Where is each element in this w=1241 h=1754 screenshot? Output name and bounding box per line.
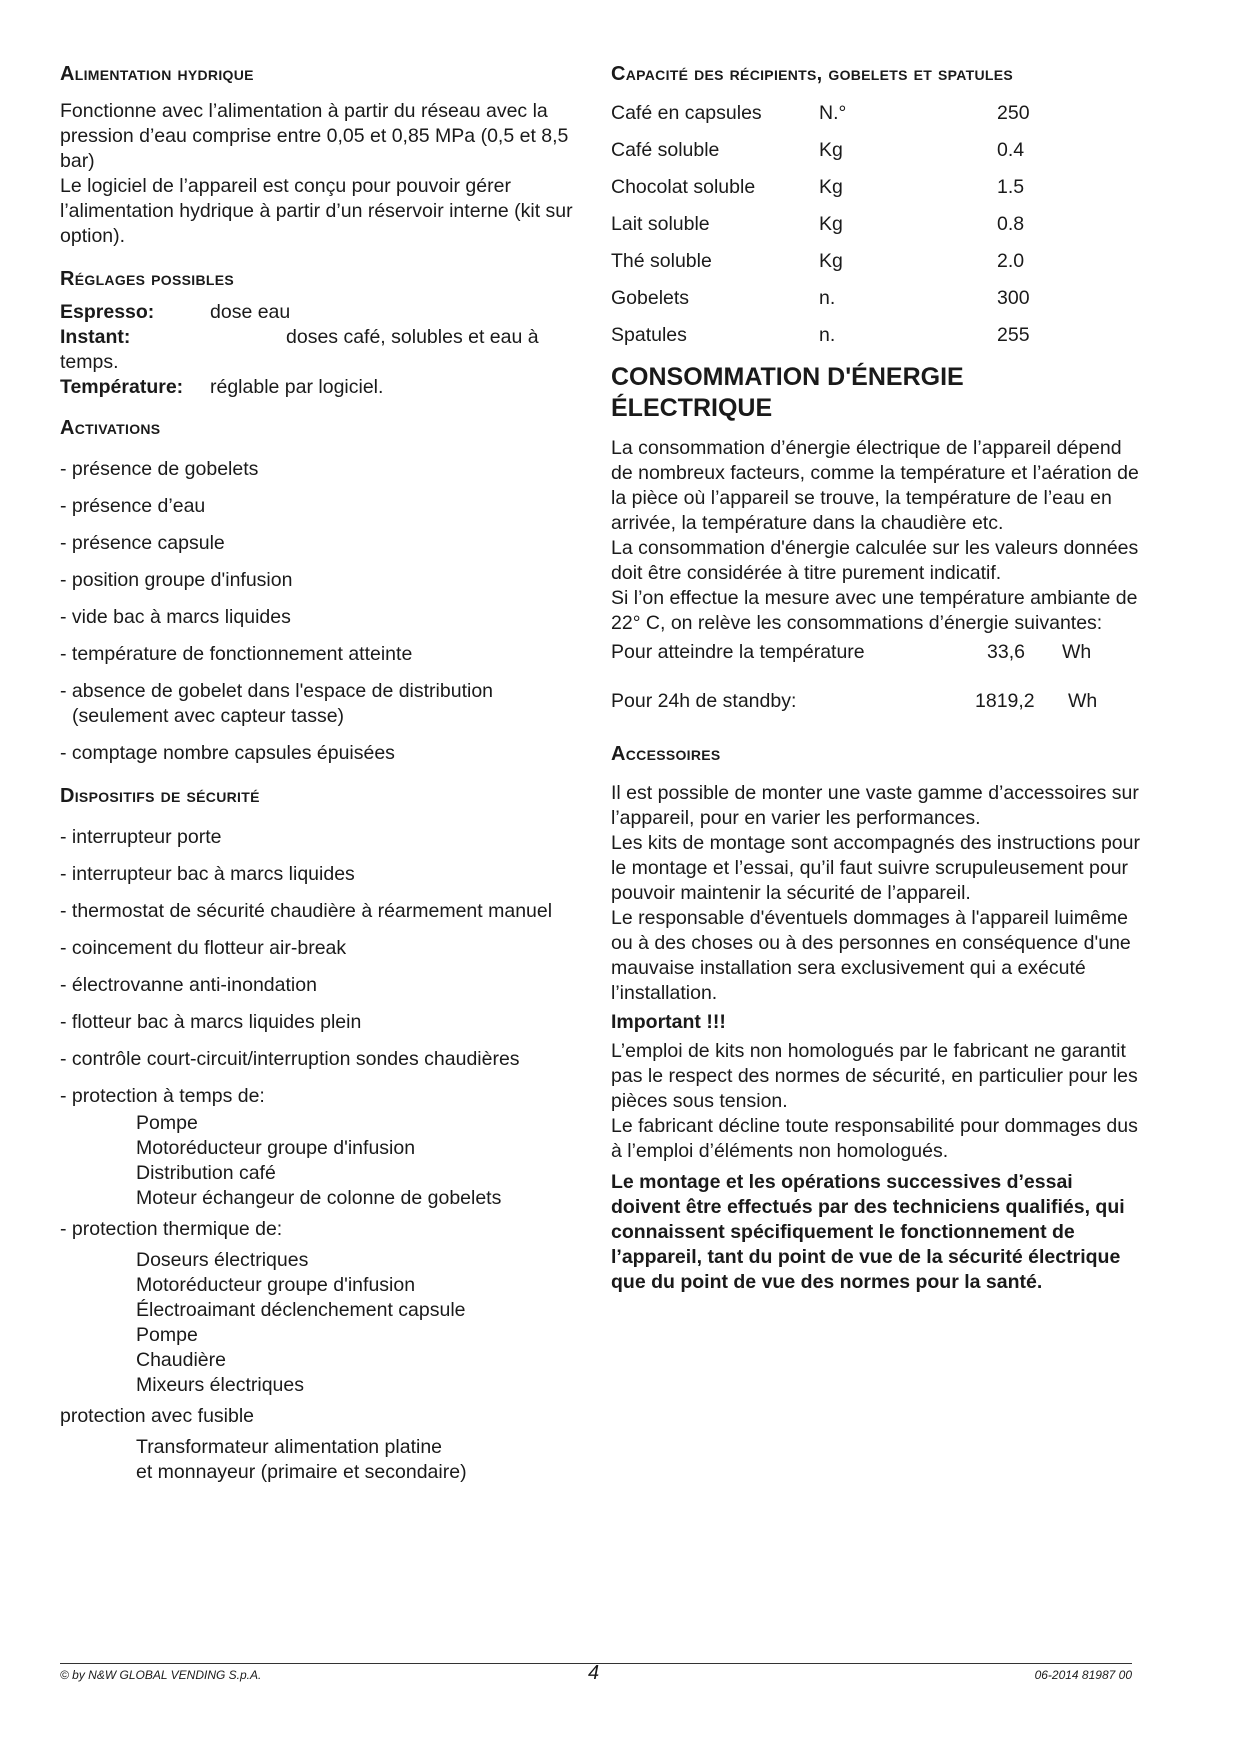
table-cell: Thé soluble: [611, 250, 712, 272]
energie-row-temperature: [611, 640, 1141, 665]
reglages-heading: Réglages possibles: [60, 268, 234, 290]
list-item: Chaudière: [136, 1349, 226, 1371]
list-item: - température de fonctionnement atteinte: [60, 643, 413, 665]
list-item: - présence capsule: [60, 532, 225, 554]
table-cell: Café soluble: [611, 139, 720, 161]
reglage-temperature-value: réglable par logiciel.: [210, 376, 384, 398]
list-item: Doseurs électriques: [136, 1249, 309, 1271]
table-cell: 300: [997, 287, 1030, 309]
energie-row-unit: Wh: [1068, 690, 1098, 712]
table-cell: 1.5: [997, 176, 1025, 198]
alimentation-heading: Alimentation hydrique: [60, 63, 254, 85]
list-item: Distribution café: [136, 1162, 276, 1184]
list-item: Électroaimant déclenchement capsule: [136, 1299, 466, 1321]
alimentation-text-2: Le logiciel de l’appareil est conçu pour pouvoir gérer l’alimentation hydrique à partir d’un réservoir interne (kit sur option).: [60, 175, 573, 247]
energie-row-value: 1819,2: [975, 690, 1035, 712]
accessoires-paragraph-3: Le responsable d'éventuels dommages à l'appareil luimême ou à des choses ou à des personnes en conséquence d'une mauvaise installation sera exclusivement qui a exécuté l’installation.: [611, 907, 1131, 1004]
table-cell: 2.0: [997, 250, 1025, 272]
accessoires-paragraph-1: Il est possible de monter une vaste gamme d’accessoires sur l’appareil, pour en varier les performances.: [611, 782, 1139, 829]
reglage-instant-cont: temps.: [60, 351, 119, 373]
table-cell: Kg: [819, 176, 843, 198]
right-column: [611, 62, 1141, 1295]
securite-list: [60, 825, 580, 1109]
list-item: - contrôle court-circuit/interruption sondes chaudières: [60, 1048, 520, 1070]
securite-heading: Dispositifs de sécurité: [60, 785, 260, 807]
list-item: - interrupteur porte: [60, 826, 222, 848]
list-item: - présence de gobelets: [60, 458, 259, 480]
protection-temps-list: [60, 1111, 580, 1211]
table-cell: Spatules: [611, 324, 687, 346]
table-cell: N.°: [819, 102, 847, 124]
list-item: - coincement du flotteur air-break: [60, 937, 347, 959]
list-item: Pompe: [136, 1112, 198, 1134]
table-cell: Chocolat soluble: [611, 176, 756, 198]
list-item: Mixeurs électriques: [136, 1374, 304, 1396]
table-row: [611, 280, 1030, 317]
list-item: Motoréducteur groupe d'infusion: [136, 1137, 416, 1159]
energie-paragraph-2: La consommation d'énergie calculée sur les valeurs données doit être considérée à titre purement indicatif.: [611, 537, 1139, 584]
list-item: - présence d’eau: [60, 495, 206, 517]
table-row: [611, 169, 1030, 206]
energie-heading-line-2: ÉLECTRIQUE: [611, 394, 773, 422]
reglage-temperature: [60, 375, 580, 400]
energie-paragraph-1: La consommation d’énergie électrique de l’appareil dépend de nombreux facteurs, comme la température et l’aération de la pièce où l’appareil se trouve, la température de l’eau en arrivée, la température dans la chaudière etc.: [611, 437, 1139, 534]
protection-thermique-label: - protection thermique de:: [60, 1218, 283, 1240]
protection-fusible-label: protection avec fusible: [60, 1405, 255, 1427]
list-item: - thermostat de sécurité chaudière à réarmement manuel: [60, 900, 553, 922]
list-item: Transformateur alimentation platine: [136, 1436, 443, 1458]
left-column: [60, 62, 580, 1491]
table-row: [611, 243, 1030, 280]
reglage-espresso-value: dose eau: [210, 301, 291, 323]
reglage-instant: [60, 325, 580, 350]
footer-copyright: © by N&W GLOBAL VENDING S.p.A.: [60, 1668, 262, 1682]
energie-row-label: Pour atteindre la température: [611, 641, 865, 663]
list-item: Pompe: [136, 1324, 198, 1346]
energie-paragraph-3: Si l’on effectue la mesure avec une température ambiante de 22° C, on relève les consommations d’énergie suivantes:: [611, 587, 1138, 634]
accessoires-heading: Accessoires: [611, 743, 721, 765]
table-cell: Lait soluble: [611, 213, 710, 235]
activations-list: [60, 457, 580, 766]
table-cell: 255: [997, 324, 1030, 346]
energie-row-unit: Wh: [1062, 641, 1092, 663]
reglage-espresso: [60, 300, 580, 325]
reglage-espresso-key: Espresso:: [60, 301, 155, 323]
energie-row-label: Pour 24h de standby:: [611, 690, 797, 712]
table-row: [611, 206, 1030, 243]
accessoires-paragraph-5: Le fabricant décline toute responsabilité pour dommages dus à l’emploi d’éléments non homologués.: [611, 1115, 1138, 1162]
important-label: Important !!!: [611, 1011, 726, 1033]
energie-heading-line-1: CONSOMMATION D'ÉNERGIE: [611, 363, 964, 391]
list-item: - électrovanne anti-inondation: [60, 974, 317, 996]
energie-row-standby: [611, 689, 1141, 714]
list-item: Moteur échangeur de colonne de gobelets: [136, 1187, 502, 1209]
safety-note: Le montage et les opérations successives d’essai doivent être effectués par des techniciens qualifiés, qui connaissent spécifiquement le fonctionnement de l’appareil, tant du point de vue de la sécurité électrique que du point de vue des normes pour la santé.: [611, 1171, 1125, 1293]
table-row: [611, 95, 1030, 132]
list-item: - vide bac à marcs liquides: [60, 606, 291, 628]
accessoires-paragraph-2: Les kits de montage sont accompagnés des instructions pour le montage et l’essai, qu’il faut suivre scrupuleusement pour pouvoir maintenir la sécurité de l’appareil.: [611, 832, 1140, 904]
table-cell: 250: [997, 102, 1030, 124]
capacite-table: [611, 95, 1030, 354]
table-row: [611, 317, 1030, 354]
table-cell: 0.8: [997, 213, 1025, 235]
list-item: - absence de gobelet dans l'espace de distribution (seulement avec capteur tasse): [60, 680, 494, 727]
energie-row-value: 33,6: [987, 641, 1025, 663]
list-item: - position groupe d'infusion: [60, 569, 293, 591]
list-item: et monnayeur (primaire et secondaire): [136, 1461, 467, 1483]
protection-fusible-list: [60, 1435, 580, 1485]
list-item: - interrupteur bac à marcs liquides: [60, 863, 355, 885]
activations-heading: Activations: [60, 417, 161, 439]
table-cell: Kg: [819, 213, 843, 235]
table-row: [611, 132, 1030, 169]
alimentation-text: Fonctionne avec l’alimentation à partir du réseau avec la pression d’eau comprise entre 0,05 et 0,85 MPa (0,5 et 8,5 bar): [60, 100, 569, 172]
table-cell: 0.4: [997, 139, 1025, 161]
protection-thermique-list: [60, 1248, 580, 1398]
footer-doc-code: 06-2014 81987 00: [1034, 1668, 1132, 1682]
page-number: 4: [588, 1662, 600, 1684]
reglage-instant-value: doses café, solubles et eau à: [286, 326, 539, 348]
reglage-instant-key: Instant:: [60, 326, 131, 348]
table-cell: Kg: [819, 250, 843, 272]
table-cell: n.: [819, 324, 836, 346]
table-cell: n.: [819, 287, 836, 309]
reglage-temperature-key: Température:: [60, 376, 184, 398]
accessoires-paragraph-4: L’emploi de kits non homologués par le fabricant ne garantit pas le respect des normes de sécurité, en particulier pour les pièces sous tension.: [611, 1040, 1138, 1112]
table-cell: Café en capsules: [611, 102, 762, 124]
capacite-heading: Capacité des récipients, gobelets et spatules: [611, 63, 1013, 85]
table-cell: Gobelets: [611, 287, 690, 309]
energie-heading: [611, 362, 1141, 424]
list-item: - protection à temps de:: [60, 1085, 265, 1107]
list-item: Motoréducteur groupe d'infusion: [136, 1274, 416, 1296]
list-item: - flotteur bac à marcs liquides plein: [60, 1011, 362, 1033]
list-item: - comptage nombre capsules épuisées: [60, 742, 395, 764]
table-cell: Kg: [819, 139, 843, 161]
